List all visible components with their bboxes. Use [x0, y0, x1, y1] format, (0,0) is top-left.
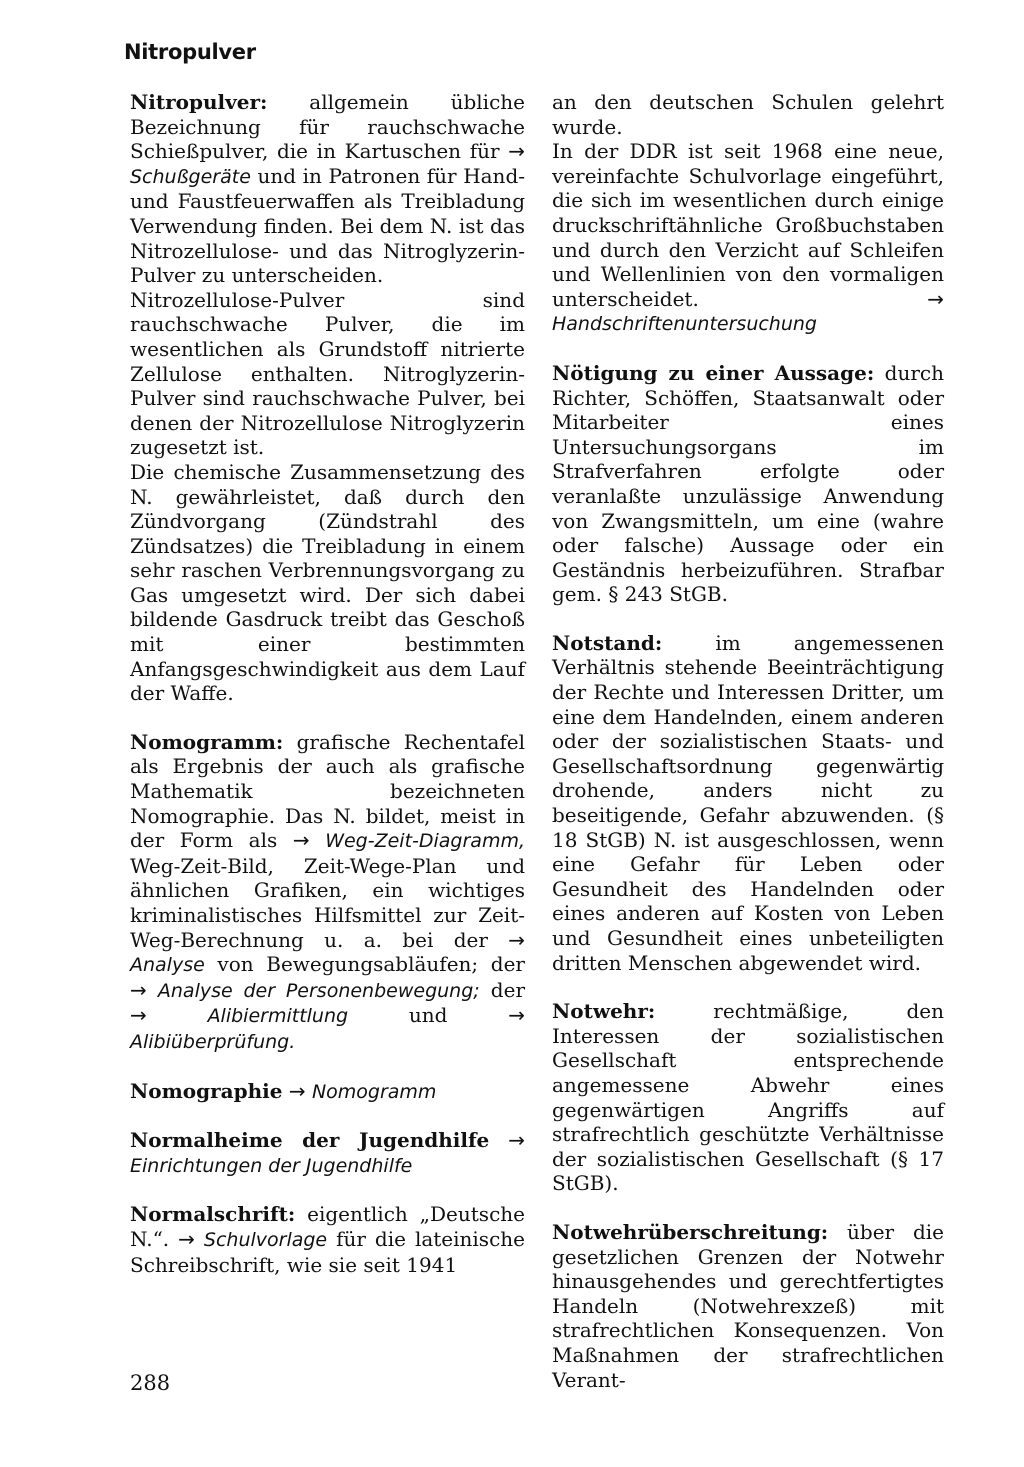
- arrow-icon: →: [130, 1003, 147, 1028]
- entry-normalschrift-continued: [552, 90, 944, 337]
- entry-normalheime: [130, 1128, 525, 1178]
- entry-term: Nomogramm:: [130, 729, 284, 754]
- cross-reference-link[interactable]: Analyse der Personenbewegung;: [157, 979, 480, 1002]
- entry-text: für die lateinische Schreibschrift, wie sie seit 1941: [130, 1226, 525, 1277]
- entry-term: Nomographie: [130, 1078, 283, 1103]
- running-head: Nitropulver: [124, 40, 256, 64]
- arrow-icon: →: [927, 286, 944, 311]
- cross-reference-link[interactable]: Einrichtungen der Jugendhilfe: [130, 1154, 413, 1177]
- cross-reference-link[interactable]: Alibiüberprüfung.: [130, 1030, 296, 1053]
- entry-paragraph: [552, 139, 944, 337]
- entry-paragraph: [552, 361, 944, 607]
- entry-notwehr: [552, 999, 944, 1196]
- entry-term: Nitropulver:: [130, 90, 268, 114]
- entry-notstand: [552, 631, 944, 975]
- entry-paragraph: [130, 1202, 525, 1277]
- entry-notwehrueberschreitung: [552, 1220, 944, 1392]
- entry-text: grafische Rechentafel als Ergebnis der auch als grafische Mathematik bezeichneten Nomographie. Das N. bildet, meist in der Form als: [130, 729, 525, 853]
- entry-text: durch Richter, Schöffen, Staatsanwalt oder Mitarbeiter eines Untersuchungsorgans im Strafverfahren erfolgte oder veranlaßte unzulässige Anwendung von Zwangsmitteln, um eine (wahre oder falsche) Aussage oder ein Geständnis herbeizuführen. Strafbar gem. § 243 StGB.: [552, 360, 944, 607]
- arrow-icon: →: [508, 1128, 525, 1153]
- entry-paragraph: [552, 631, 944, 975]
- entry-paragraph: Nitrozellulose-Pulver sind rauchschwache Pulver, die im wesentlichen als Grundstoff nitrierte Zellulose enthalten. Nitroglyzerin-Pulver sind rauchschwache Pulver, bei denen der Nitrozellulose Nitroglyzerin zugesetzt ist.: [130, 287, 525, 460]
- entry-text: allgemein übliche Bezeichnung für rauchschwache Schießpulver, die in Kartuschen für: [130, 90, 525, 164]
- entry-nitropulver: [130, 90, 525, 706]
- entry-nomographie: [130, 1079, 525, 1105]
- left-column: [130, 90, 525, 1301]
- cross-reference-link[interactable]: Weg-Zeit-Diagramm,: [325, 830, 525, 853]
- entry-term: Notwehr:: [552, 999, 656, 1024]
- entry-paragraph: [130, 90, 525, 288]
- entry-paragraph: [130, 1079, 525, 1105]
- entry-text: über die gesetzlichen Grenzen der Notwehr hinausgehendes und gerechtfertigtes Handeln (Notwehrexzeß) mit strafrechtlichen Konsequenzen. Von Maßnahmen der strafrechtlichen Verant-: [552, 1219, 944, 1392]
- cross-reference-link[interactable]: Schulvorlage: [203, 1228, 328, 1251]
- cross-reference-link[interactable]: Analyse: [130, 954, 205, 977]
- entry-term: Nötigung zu einer Aussage:: [552, 360, 875, 385]
- entry-paragraph: [130, 730, 525, 1055]
- entry-text: In der DDR ist seit 1968 eine neue, vereinfachte Schulvorlage eingeführt, die sich im wesentlichen durch einige druckschriftähnliche Großbuchstaben und durch den Verzicht auf Schleifen und Wellenlinien von den vormaligen unterscheidet.: [552, 139, 944, 311]
- entry-text: Weg-Zeit-Bild, Zeit-Wege-Plan und ähnlichen Grafiken, ein wichtiges kriminalistisches Hilfsmittel zur Zeit-Weg-Berechnung u. a. bei der: [130, 853, 525, 952]
- entry-paragraph: an den deutschen Schulen gelehrt wurde.: [552, 90, 944, 139]
- entry-term: Notstand:: [552, 630, 663, 655]
- entry-paragraph: [552, 999, 944, 1196]
- entry-text: eigentlich „Deutsche N.“.: [130, 1202, 525, 1251]
- cross-reference-link[interactable]: Nomogramm: [311, 1080, 437, 1103]
- entry-nomogramm: [130, 730, 525, 1055]
- cross-reference-link[interactable]: Alibiermittlung: [207, 1005, 349, 1028]
- right-column: [552, 90, 944, 1416]
- entry-normalschrift: [130, 1202, 525, 1277]
- arrow-icon: →: [508, 1003, 525, 1028]
- arrow-icon: →: [288, 1078, 306, 1103]
- entry-term: Notwehrüberschreitung:: [552, 1219, 829, 1244]
- cross-reference-link[interactable]: Schußgeräte: [130, 165, 251, 188]
- entry-term: Normalheime der Jugendhilfe: [130, 1128, 490, 1153]
- page-number: 288: [130, 1371, 171, 1395]
- arrow-icon: →: [178, 1226, 195, 1251]
- entry-paragraph: [552, 1220, 944, 1392]
- entry-paragraph: Die chemische Zusammensetzung des N. gewährleistet, daß durch den Zündvorgang (Zündstrahl des Zündsatzes) die Treibladung in einem sehr raschen Verbrennungsvorgang zu Gas umgesetzt wird. Der sich dabei bildende Gasdruck treibt das Geschoß mit einer bestimmten Anfangsgeschwindigkeit aus dem Lauf der Waffe.: [130, 459, 525, 706]
- cross-reference-link[interactable]: Handschriftenuntersuchung: [552, 313, 817, 336]
- entry-text: rechtmäßige, den Interessen der sozialistischen Gesellschaft entsprechende angemessene Abwehr eines gegenwärtigen Angriffs auf strafrechtlich geschützte Verhältnisse der sozialistischen Gesellschaft (§ 17 StGB).: [552, 999, 944, 1196]
- entry-text: und: [348, 1003, 509, 1028]
- entry-text: von Bewegungsabläufen; der: [204, 952, 525, 977]
- arrow-icon: →: [508, 927, 525, 952]
- entry-text: im angemessenen Verhältnis stehende Beeinträchtigung der Rechte und Interessen Dritter, um eine dem Handelnden, einem anderen oder der sozialistischen Staats- und Gesellschaftsordnung gegenwärtig drohende, anders nicht zu beseitigende, Gefahr abzuwenden. (§ 18 StGB) N. ist ausgeschlossen, wenn eine Gefahr für Leben oder Gesundheit des Handelnden oder eines anderen auf Kosten von Leben und Gesundheit eines unbeteiligten dritten Menschen abgewendet wird.: [552, 630, 944, 975]
- entry-text: und in Patronen für Hand- und Faustfeuerwaffen als Treibladung Verwendung finden. Bei dem N. ist das Nitrozellulose- und das Nitroglyzerin-Pulver zu unterscheiden.: [130, 163, 525, 288]
- entry-noetigung: [552, 361, 944, 607]
- arrow-icon: →: [508, 139, 525, 164]
- entry-term: Normalschrift:: [130, 1202, 296, 1227]
- arrow-icon: →: [130, 977, 147, 1002]
- entry-text: der: [479, 977, 526, 1002]
- entry-paragraph: [130, 1128, 525, 1178]
- arrow-icon: →: [292, 828, 310, 853]
